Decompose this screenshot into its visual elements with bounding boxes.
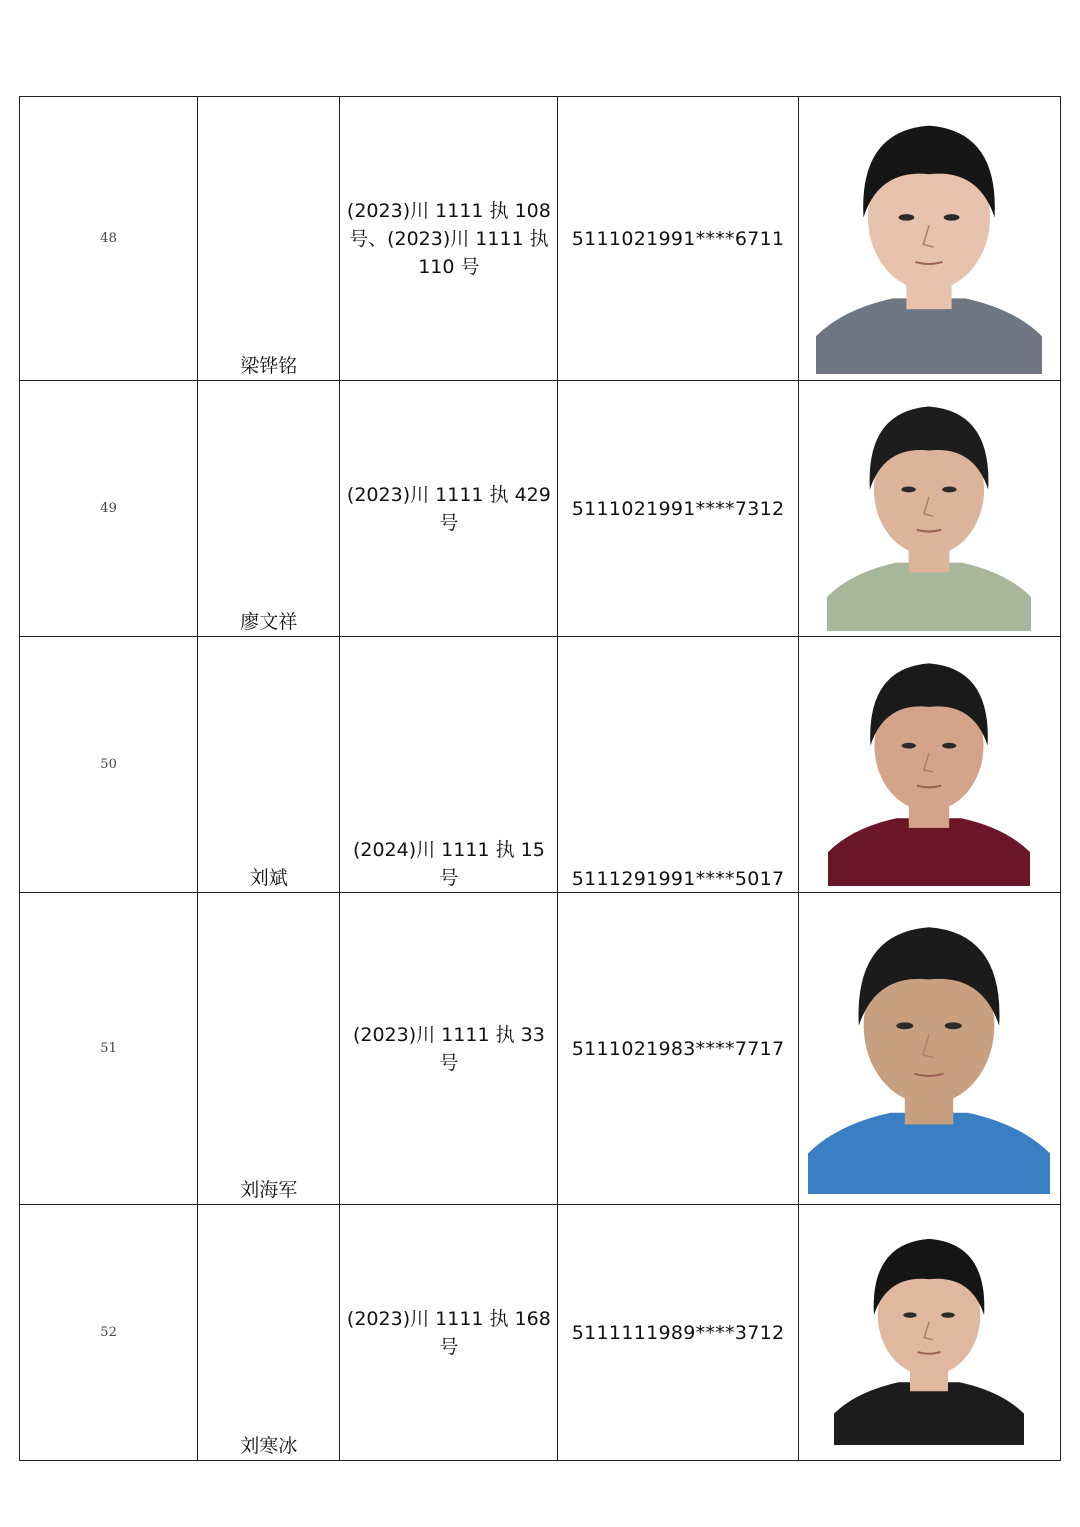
right-eye [942,742,956,748]
person-name: 廖文祥 [198,381,340,637]
case-number: (2023)川 1111 执 108 号、(2023)川 1111 执 110 号 [340,97,558,381]
left-eye [897,1022,914,1029]
portrait-photo [798,381,1060,637]
left-eye [899,214,915,220]
person-name: 刘寒冰 [198,1205,340,1461]
case-number: (2023)川 1111 执 33 号 [340,893,558,1205]
id-number: 5111021983****7717 [558,893,798,1205]
person-name: 刘斌 [198,637,340,893]
id-number: 5111021991****7312 [558,381,798,637]
table-row [20,381,1061,637]
person-name: 刘海军 [198,893,340,1205]
portrait-photo [798,1205,1060,1461]
portrait-photo [798,893,1060,1205]
table-row [20,893,1061,1205]
case-number: (2023)川 1111 执 168 号 [340,1205,558,1461]
left-eye [902,742,916,748]
id-number: 5111021991****6711 [558,97,798,381]
right-eye [944,214,960,220]
portrait-photo [798,97,1060,381]
left-eye [904,1312,917,1317]
id-number: 5111291991****5017 [558,637,798,893]
table-row [20,637,1061,893]
right-eye [942,1312,955,1317]
portrait-photo [798,637,1060,893]
portrait-image [834,1221,1024,1445]
row-number: 51 [20,893,198,1205]
portrait-image [808,904,1050,1194]
row-number: 48 [20,97,198,381]
portrait-image [828,644,1030,886]
row-number: 49 [20,381,198,637]
case-number: (2023)川 1111 执 429 号 [340,381,558,637]
case-number: (2024)川 1111 执 15 号 [340,637,558,893]
row-number: 50 [20,637,198,893]
table-row [20,97,1061,381]
portrait-image [816,104,1042,374]
person-name: 梁铧铭 [198,97,340,381]
right-eye [943,486,957,492]
record-table [19,96,1061,1461]
table-row [20,1205,1061,1461]
id-number: 5111111989****3712 [558,1205,798,1461]
portrait-image [827,387,1031,631]
left-eye [902,486,916,492]
right-eye [945,1022,962,1029]
row-number: 52 [20,1205,198,1461]
